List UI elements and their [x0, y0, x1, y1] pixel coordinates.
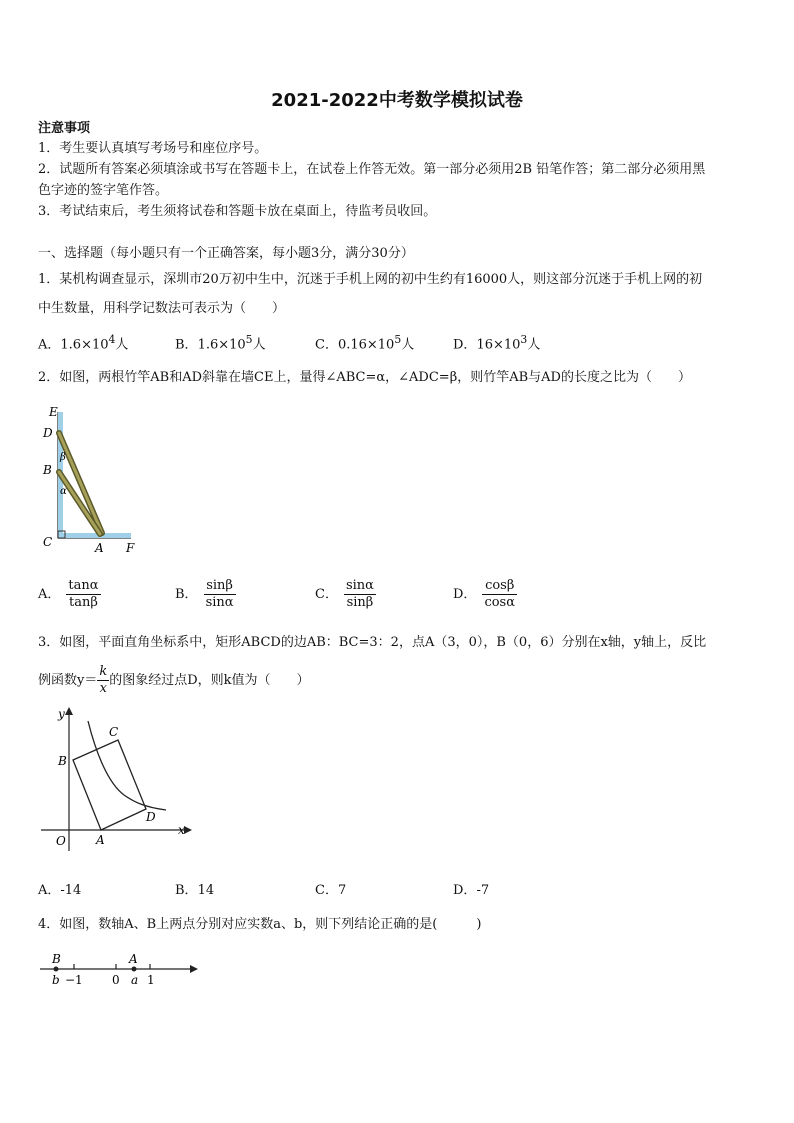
q2-option-d: D． $\frac{\cos\beta}{\cos\alpha}$ [453, 578, 515, 610]
label-o: O [56, 834, 66, 848]
label-minus-one: −1 [65, 973, 83, 987]
notice-heading: 注意事项 [38, 121, 91, 136]
label-b: B [43, 463, 52, 477]
notice-item-1: 1．考生要认真填写考场号和座位序号。 [38, 141, 268, 156]
label-c: C [109, 725, 119, 739]
q1-stem-line1: 1．某机构调查显示，深圳市20万初中生中，沉迷于手机上网的初中生约有16000人，则这部分沉迷于手机上网的初 [38, 272, 703, 287]
notice-item-2-cont: 色字迹的签字笔作答。 [38, 183, 169, 198]
q4-stem: 4．如图，数轴A、B上两点分别对应实数a、b，则下列结论正确的是( ) [38, 917, 482, 932]
label-a: A [96, 833, 105, 847]
q1-stem-line2: 中生数量，用科学记数法可表示为（ ） [38, 301, 286, 316]
label-one: 1 [147, 973, 155, 987]
label-c: C [43, 535, 53, 549]
q3-stem-line1: 3．如图，平面直角坐标系中，矩形ABCD的边AB：BC=3：2，点A（3，0），B（0，6）分别在x轴，y轴上，反比 [38, 635, 707, 650]
label-upper-b: B [52, 952, 61, 966]
point-a [132, 967, 137, 972]
q3-figure [36, 703, 192, 853]
q3-option-c: C．7 [315, 883, 347, 898]
q2-figure [36, 402, 146, 557]
axis-arrow [190, 965, 198, 973]
q2-stem: 2．如图，两根竹竿AB和AD斜靠在墙CE上，量得∠ABC=α，∠ADC=β，则竹竿AB与AD的长度之比为（ ） [38, 370, 691, 385]
q1-options [38, 333, 758, 353]
q1-option-c: C．$0.16\times 10^5$人 [315, 333, 415, 353]
ground-hatch [58, 533, 131, 538]
q2-options [38, 578, 758, 618]
label-f: F [126, 541, 135, 555]
q1-option-b: B．$1.6\times 10^5$人 [175, 333, 266, 353]
label-e: E [49, 405, 58, 419]
q3-option-b: B．14 [175, 883, 215, 898]
label-upper-a: A [129, 952, 138, 966]
exam-title: 2021-2022中考数学模拟试卷 [271, 90, 523, 111]
label-d: D [43, 426, 53, 440]
q2-option-a: A． $\frac{\tan\alpha}{\tan\beta}$ [38, 578, 99, 610]
label-d: D [146, 810, 156, 824]
q4-number-line [36, 950, 200, 990]
label-b: B [58, 754, 67, 768]
label-b: b [52, 973, 60, 987]
q2-option-c: C． $\frac{\sin\alpha}{\sin\beta}$ [315, 578, 374, 610]
label-x: x [178, 823, 185, 837]
q1-option-a: A．$1.6\times 10^4$人 [38, 333, 129, 353]
label-a: A [95, 541, 104, 555]
q3-stem-line2: 例函数y＝ $\frac{k}{x}$ 的图象经过点D，则k值为（ ） [38, 664, 310, 696]
notice-item-3: 3．考试结束后，考生须将试卷和答题卡放在桌面上，待监考员收回。 [38, 204, 437, 219]
q3-options [38, 879, 758, 899]
point-b [54, 967, 59, 972]
label-beta: β [60, 452, 66, 463]
q2-option-b: B． $\frac{\sin\beta}{\sin\alpha}$ [175, 578, 234, 610]
q3-option-d: D．-7 [453, 883, 490, 898]
section-heading: 一、选择题（每小题只有一个正确答案，每小题3分，满分30分） [38, 246, 414, 261]
q1-option-d: D．$16\times 10^3$人 [453, 333, 541, 353]
label-alpha: α [60, 486, 67, 497]
label-y: y [58, 707, 65, 721]
label-a: a [131, 973, 139, 987]
notice-item-2: 2．试题所有答案必须填涂或书写在答题卡上，在试卷上作答无效。第一部分必须用2B 铅笔作答；第二部分必须用黑 [38, 162, 706, 177]
label-zero: 0 [112, 973, 120, 987]
q3-option-a: A．-14 [38, 883, 82, 898]
